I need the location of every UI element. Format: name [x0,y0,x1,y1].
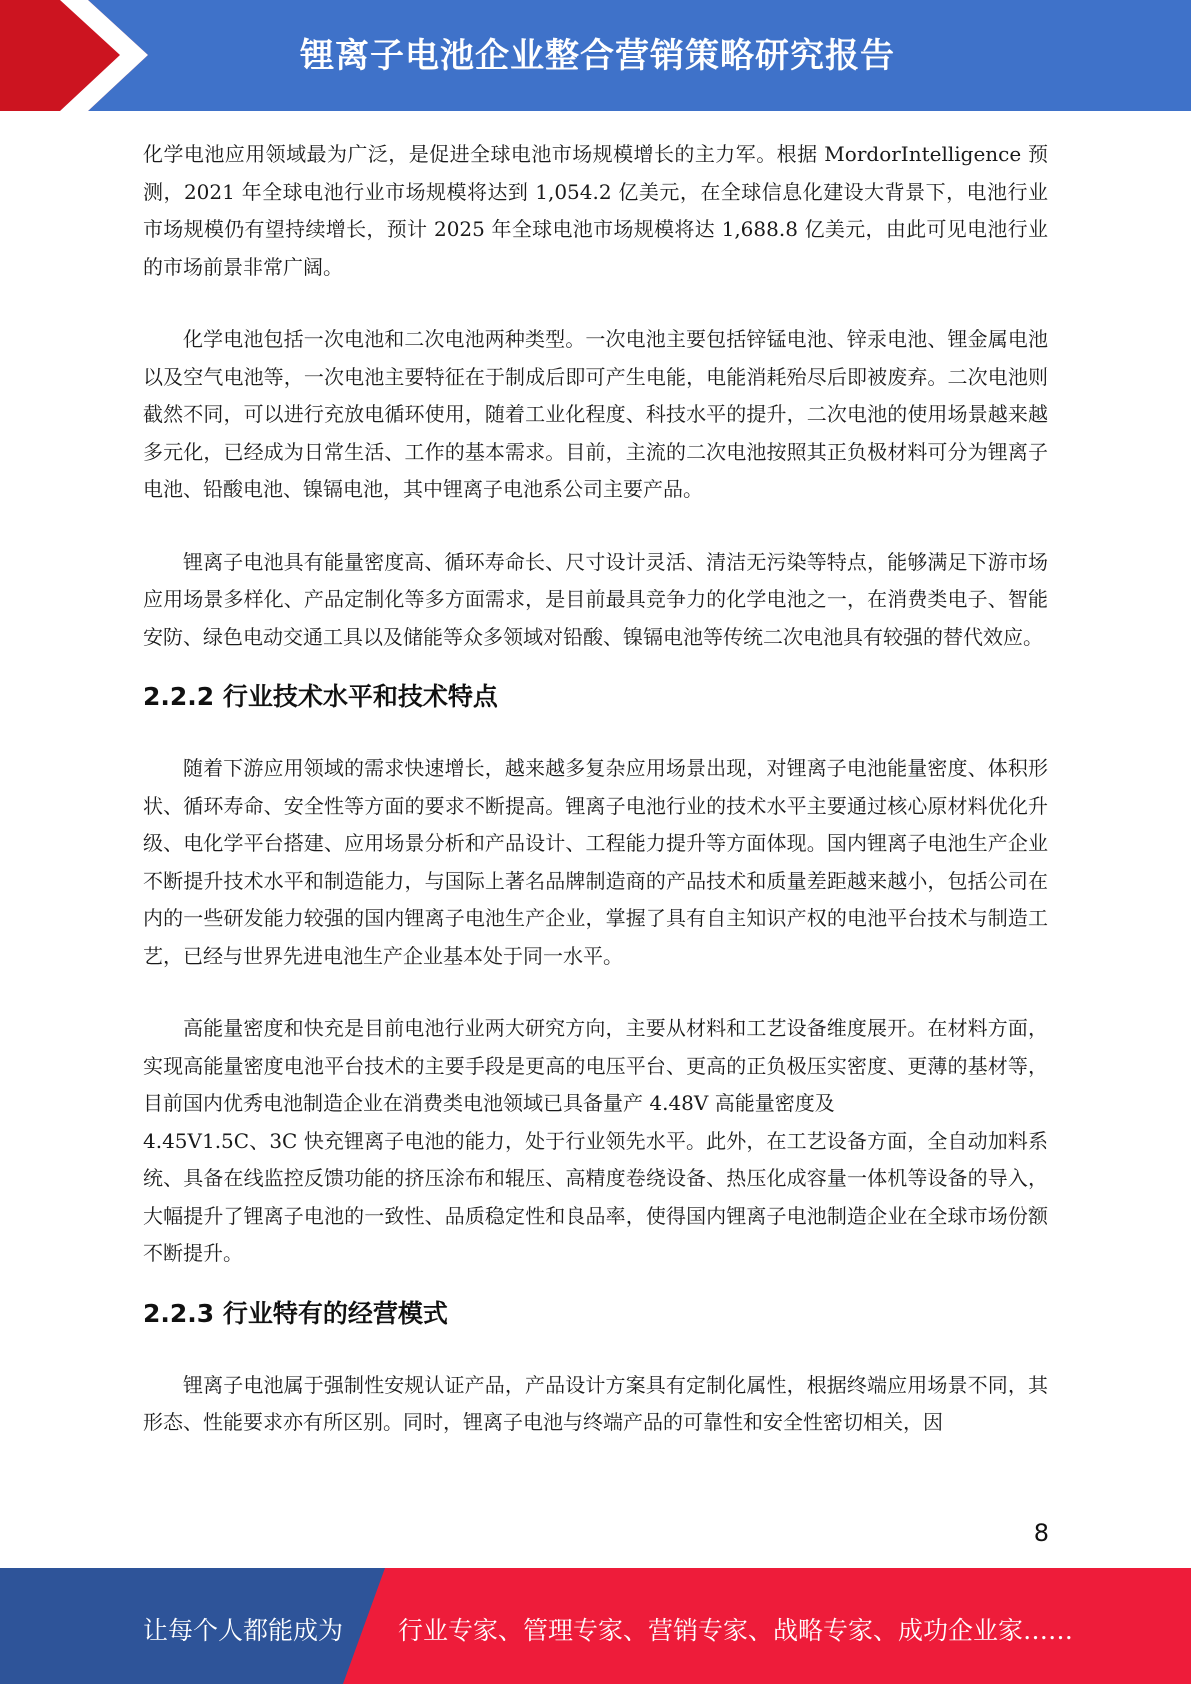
document-body [143,136,1048,1442]
paragraph-market-size: 化学电池应用领域最为广泛，是促进全球电池市场规模增长的主力军。根据 MordorIntelligence 预测，2021 年全球电池行业市场规模将达到 1,054.2 亿美元，在全球信息化建设大背景下，电池行业市场规模仍有望持续增长，预计 2025 年全球电池市场规模将达 1,688.8 亿美元，由此可见电池行业的市场前景非常广阔。 [143,142,1048,279]
paragraph-lithium-advantages: 锂离子电池具有能量密度高、循环寿命长、尺寸设计灵活、清洁无污染等特点，能够满足下游市场应用场景多样化、产品定制化等多方面需求，是目前最具竞争力的化学电池之一，在消费类电子、智能安防、绿色电动交通工具以及储能等众多领域对铅酸、镍镉电池等传统二次电池具有较强的替代效应。 [143,549,1048,649]
paragraph-research-direction-cont: 4.45V1.5C、3C 快充锂离子电池的能力，处于行业领先水平。此外，在工艺设备方面，全自动加料系统、具备在线监控反馈功能的挤压涂布和辊压、高精度卷绕设备、热压化成容量一体机等设备的导入，大幅提升了锂离子电池的一致性、品质稳定性和良品率，使得国内锂离子电池制造企业在全球市场份额不断提升。 [143,1128,1048,1265]
section-heading-2-2-3: 2.2.3 行业特有的经营模式 [143,1298,448,1328]
report-title: 锂离子电池企业整合营销策略研究报告 [300,36,895,76]
footer-slogan-right: 行业专家、管理专家、营销专家、战略专家、成功企业家…… [398,1616,1074,1645]
page-number: 8 [1033,1519,1049,1547]
paragraph-technology-level: 随着下游应用领域的需求快速增长，越来越多复杂应用场景出现，对锂离子电池能量密度、体积形状、循环寿命、安全性等方面的要求不断提高。锂离子电池行业的技术水平主要通过核心原材料优化升级、电化学平台搭建、应用场景分析和产品设计、工程能力提升等方面体现。国内锂离子电池生产企业不断提升技术水平和制造能力，与国际上著名品牌制造商的产品技术和质量差距越来越小，包括公司在内的一些研发能力较强的国内锂离子电池生产企业，掌握了具有自主知识产权的电池平台技术与制造工艺，已经与世界先进电池生产企业基本处于同一水平。 [143,756,1048,968]
section-heading-2-2-2: 2.2.2 行业技术水平和技术特点 [143,682,498,711]
report-footer [0,1568,1191,1684]
paragraph-research-direction: 高能量密度和快充是目前电池行业两大研究方向，主要从材料和工艺设备维度展开。在材料方面，实现高能量密度电池平台技术的主要手段是更高的电压平台、更高的正负极压实密度、更薄的基材等，目前国内优秀电池制造企业在消费类电池领域已具备量产 4.48V 高能量密度及 [143,1016,1048,1115]
report-header [0,0,1191,111]
paragraph-business-model: 锂离子电池属于强制性安规认证产品，产品设计方案具有定制化属性，根据终端应用场景不同，其形态、性能要求亦有所区别。同时，锂离子电池与终端产品的可靠性和安全性密切相关，因 [143,1372,1048,1434]
footer-slogan-left: 让每个人都能成为 [143,1616,344,1645]
paragraph-battery-types: 化学电池包括一次电池和二次电池两种类型。一次电池主要包括锌锰电池、锌汞电池、锂金属电池以及空气电池等，一次电池主要特征在于制成后即可产生电能，电能消耗殆尽后即被废弃。二次电池则截然不同，可以进行充放电循环使用，随着工业化程度、科技水平的提升，二次电池的使用场景越来越多元化，已经成为日常生活、工作的基本需求。目前，主流的二次电池按照其正负极材料可分为锂离子电池、铅酸电池、镍镉电池，其中锂离子电池系公司主要产品。 [143,327,1048,501]
